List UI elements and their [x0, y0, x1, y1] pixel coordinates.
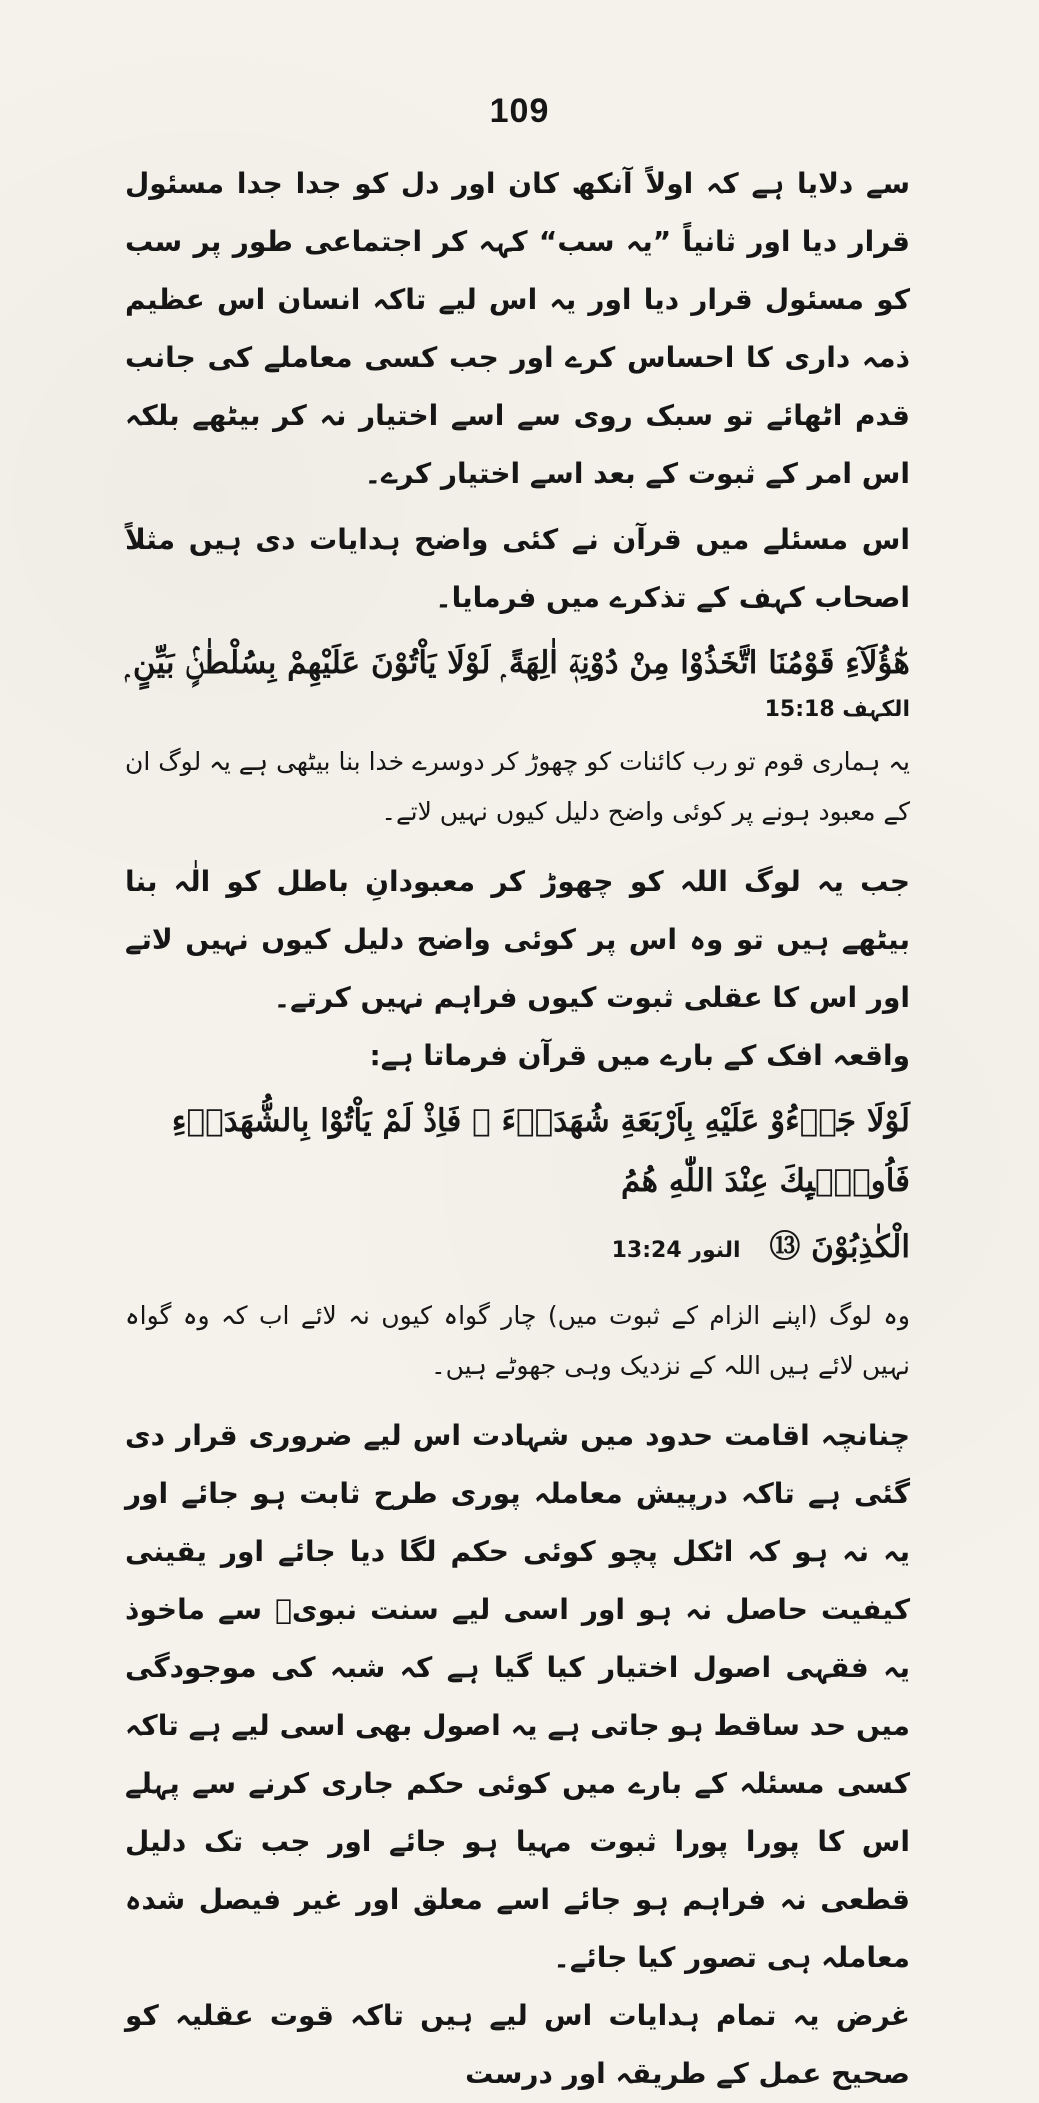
paragraph-4: واقعہ افک کے بارے میں قرآن فرماتا ہے:: [369, 1039, 910, 1072]
verse-reference-kahf: الکہف 15:18: [764, 697, 910, 722]
page-number: 109: [489, 92, 550, 130]
translation-kahf: یہ ہماری قوم تو رب کائنات کو چھوڑ کر دوسرے خدا بنا بیٹھی ہے یہ لوگ ان کے معبود ہونے پر کوئی واضح دلیل کیوں نہیں لاتے۔: [125, 747, 910, 826]
quran-verse-noor-line-2: [125, 1217, 910, 1281]
quran-verse-noor-ending: الْكٰذِبُوْنَ ⑬: [769, 1229, 910, 1265]
paragraph-1: سے دلایا ہے کہ اولاً آنکھ کان اور دل کو جدا جدا مسئول قرار دیا اور ثانیاً ”یہ سب“ کہہ کر اجتماعی طور پر سب کو مسئول قرار دیا اور یہ اس لیے تاکہ انسان اس عظیم ذمہ داری کا احساس کرے اور جب کسی معاملے کی جانب قدم اٹھائے تو سبک روی سے اسے اختیار نہ کر بیٹھے بلکہ اس امر کے ثبوت کے بعد اسے اختیار کرے۔: [125, 167, 910, 490]
verse-reference-noor: النور 13:24: [611, 1238, 741, 1263]
quran-verse-noor-line-1: لَوْلَا جَاۗءُوْ عَلَيْهِ بِاَرْبَعَةِ شُهَدَاۗءَ ۚ فَاِذْ لَمْ يَاْتُوْا بِالشُّهَدَاۗءِ فَاُولٰۗىِٕكَ عِنْدَ اللّٰهِ هُمُ: [171, 1103, 910, 1199]
paragraph-6: غرض یہ تمام ہدایات اس لیے ہیں تاکہ قوت عقلیہ کو صحیح عمل کے طریقہ اور درست: [125, 1999, 910, 2090]
paragraph-3: جب یہ لوگ اللہ کو چھوڑ کر معبودانِ باطل کو الٰہ بنا بیٹھے ہیں تو وہ اس پر کوئی واضح دلیل کیوں نہیں لاتے اور اس کا عقلی ثبوت کیوں فراہم نہیں کرتے۔: [125, 865, 910, 1014]
page-content: [125, 155, 910, 2103]
paragraph-5: چنانچہ اقامت حدود میں شہادت اس لیے ضروری قرار دی گئی ہے تاکہ درپیش معاملہ پوری طرح ثابت ہو جائے اور یہ نہ ہو کہ اٹکل پچو کوئی حکم لگا دیا جائے اور یقینی کیفیت حاصل نہ ہو اور اسی لیے سنت نبویؐ سے ماخوذ یہ فقہی اصول اختیار کیا گیا ہے کہ شبہ کی موجودگی میں حد ساقط ہو جاتی ہے یہ اصول بھی اسی لیے ہے تاکہ کسی مسئلہ کے بارے میں کوئی حکم جاری کرنے سے پہلے اس کا پورا پورا ثبوت مہیا ہو جائے اور جب تک دلیل قطعی نہ فراہم ہو جائے اسے معلق اور غیر فیصل شدہ معاملہ ہی تصور کیا جائے۔: [125, 1419, 910, 1974]
quran-verse-kahf: هٰٓؤُلَآءِ قَوْمُنَا اتَّخَذُوْا مِنْ دُوْنِهٖٓ اٰلِهَةً ۭ لَوْلَا يَاْتُوْنَ عَلَيْهِمْ بِسُلْطٰنٍۢ بَيِّنٍ ۭ: [125, 645, 910, 681]
paragraph-2: اس مسئلے میں قرآن نے کئی واضح ہدایات دی ہیں مثلاً اصحاب کہف کے تذکرے میں فرمایا۔: [125, 523, 910, 614]
translation-noor: وہ لوگ (اپنے الزام کے ثبوت میں) چار گواہ کیوں نہ لائے اب کہ وہ گواہ نہیں لائے ہیں اللہ کے نزدیک وہی جھوٹے ہیں۔: [125, 1301, 910, 1380]
